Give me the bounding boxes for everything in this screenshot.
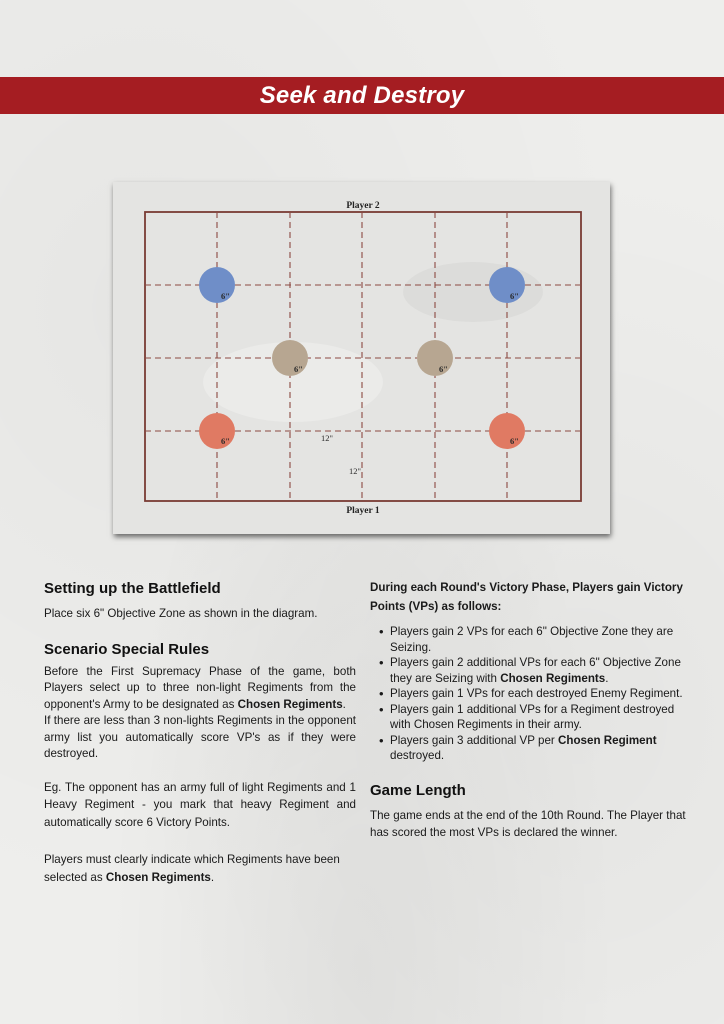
victory-points-item-end: destroyed.: [390, 749, 445, 762]
zone-label: 6": [510, 291, 519, 301]
game-length-heading: Game Length: [370, 781, 466, 799]
victory-points-item: [380, 686, 688, 702]
victory-points-item-text: Players gain 2 additional VPs for each 6" Objective Zone they are Seizing with: [390, 656, 681, 685]
victory-points-item-bold: Chosen Regiments: [500, 671, 606, 685]
game-length-text: The game ends at the end of the 10th Round. The Player that has scored the most VPs is declared the winner.: [370, 808, 686, 839]
zone-label: 6": [510, 436, 519, 446]
zone-label: 6": [221, 436, 230, 446]
objective-zone-red-right: [489, 413, 525, 449]
special-rules-text: [44, 664, 356, 763]
special-rules-fallback: If there are less than 3 non-lights Regiments in the opponent army list you automatically score VP's as if they were destroyed.: [44, 714, 356, 760]
zone-label: 6": [439, 364, 448, 374]
setup-heading: Setting up the Battlefield: [44, 580, 221, 597]
battlefield-diagram: [113, 182, 610, 534]
victory-points-item-text: Players gain 3 additional VP per: [390, 733, 559, 747]
victory-points-list: [380, 624, 688, 764]
victory-points-item-text: Players gain 1 VPs for each destroyed Enemy Regiment.: [390, 687, 683, 700]
title-banner: [0, 77, 724, 114]
victory-points-item: [380, 733, 688, 764]
victory-points-item: [380, 655, 688, 686]
measurement-label-horizontal: 12": [321, 433, 333, 443]
board-border: [145, 212, 581, 501]
victory-points-intro: During each Round's Victory Phase, Players gain Victory Points (VPs) as follows:: [370, 581, 683, 613]
page-title: Seek and Destroy: [259, 81, 465, 109]
victory-points-item-text: Players gain 1 additional VPs for a Regiment destroyed with Chosen Regiments in their army.: [390, 702, 675, 731]
special-rules-text-start: Before the First Supremacy Phase of the game, both Players select up to three non-light Regiments from the opponent's Army to be designated as: [44, 664, 356, 711]
players-indicate-end: .: [210, 870, 215, 884]
players-indicate-text: [44, 851, 356, 886]
objective-zone-blue-right: [489, 267, 525, 303]
player-1-label: Player 1: [346, 506, 380, 516]
special-rules-heading: Scenario Special Rules: [44, 640, 210, 658]
victory-points-item: [380, 702, 688, 733]
left-column: [44, 578, 356, 886]
zone-label: 6": [221, 291, 230, 301]
zone-label: 6": [294, 364, 303, 374]
players-indicate-start: Players must clearly indicate which Regiments have been selected as: [44, 853, 340, 884]
example-text: Eg. The opponent has an army full of light Regiments and 1 Heavy Regiment - you mark that heavy Regiment and automatically score 6 Victory Points.: [44, 780, 356, 829]
chosen-regiments-term: Chosen Regiments: [105, 870, 211, 884]
battlefield-map: [113, 182, 610, 534]
chosen-regiments-term: Chosen Regiments: [237, 697, 343, 711]
player-2-label: Player 2: [346, 201, 380, 211]
measurement-label-vertical: 12": [349, 466, 361, 476]
victory-points-item-end: .: [605, 671, 609, 685]
setup-text: Place six 6" Objective Zone as shown in the diagram.: [44, 607, 318, 620]
victory-points-item: [380, 624, 688, 655]
special-rules-text-end: .: [342, 697, 346, 711]
victory-points-item-text: Players gain 2 VPs for each 6" Objective Zone they are Seizing.: [390, 625, 674, 654]
right-column: [370, 578, 688, 841]
victory-points-item-bold: Chosen Regiment: [558, 733, 657, 747]
